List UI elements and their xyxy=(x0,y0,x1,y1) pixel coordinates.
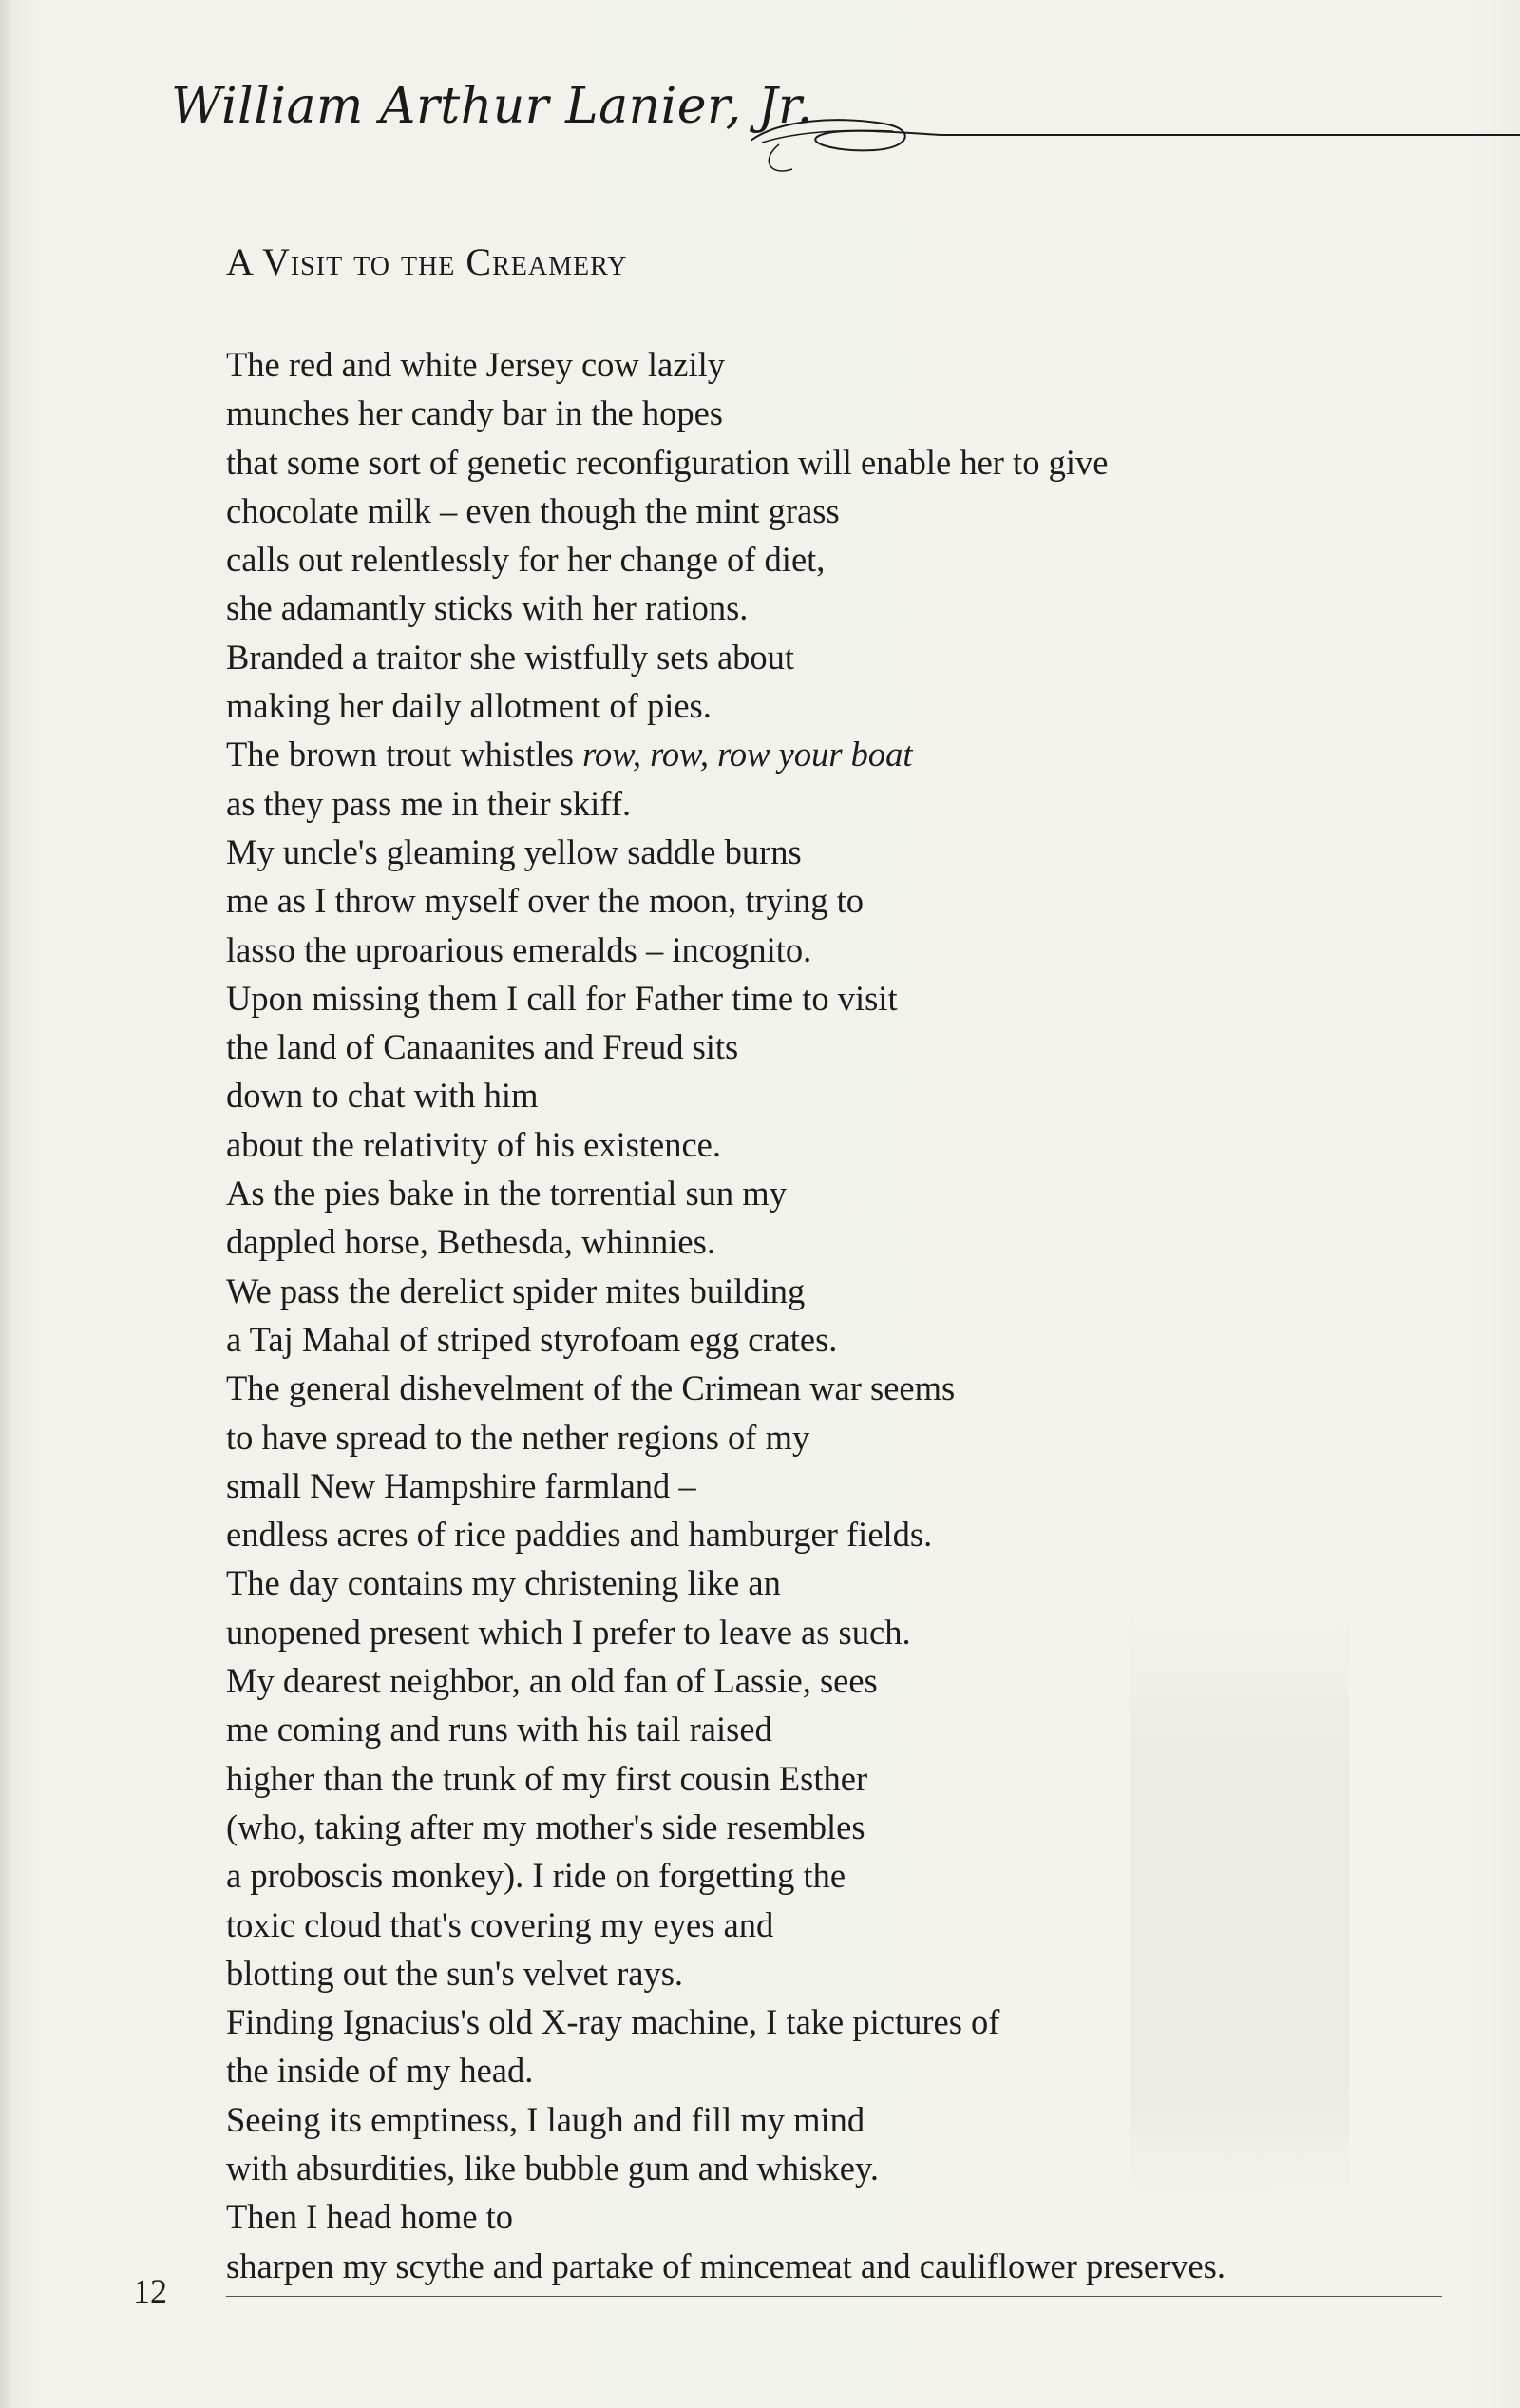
poem-line-text: Seeing its emptiness, I laugh and fill my mind xyxy=(226,2099,865,2139)
poem-line xyxy=(226,438,1395,487)
author-name: William Arthur Lanier, Jr. xyxy=(171,78,813,135)
poem-line-text: dappled horse, Bethesda, whinnies. xyxy=(226,1222,715,1262)
poem-line xyxy=(226,535,1395,583)
poem-line xyxy=(226,487,1395,535)
poem-title: A Visit to the Creamery xyxy=(226,240,628,283)
poem-line-text: munches her candy bar in the hopes xyxy=(226,393,723,433)
poem-line-text: My dearest neighbor, an old fan of Lassie, sees xyxy=(226,1661,878,1701)
poem-line xyxy=(226,1217,1395,1266)
poem-line-text: Branded a traitor she wistfully sets about xyxy=(226,637,795,677)
poem-line xyxy=(226,730,1395,778)
poem-line xyxy=(226,389,1395,437)
poem-line-text: a Taj Mahal of striped styrofoam egg crates. xyxy=(226,1319,838,1359)
poem-line-text: the inside of my head. xyxy=(226,2051,534,2091)
poem-line-text: The general dishevelment of the Crimean war seems xyxy=(226,1368,956,1408)
poem-line xyxy=(226,1071,1395,1119)
poem-line xyxy=(226,1462,1395,1510)
poem-line-text: unopened present which I prefer to leave as such. xyxy=(226,1612,911,1652)
poem-line-text: toxic cloud that's covering my eyes and xyxy=(226,1904,774,1944)
poem-line-text: lasso the uproarious emeralds – incognito. xyxy=(226,929,812,969)
poem-line xyxy=(226,1120,1395,1169)
poem-line-text: making her daily allotment of pies. xyxy=(226,686,712,726)
poem-line-text: me as I throw myself over the moon, trying to xyxy=(226,881,864,921)
poem-line-text: to have spread to the nether regions of my xyxy=(226,1417,810,1457)
poem-line xyxy=(226,1022,1395,1071)
poem-line xyxy=(226,974,1395,1022)
poem-line-text: she adamantly sticks with her rations. xyxy=(226,588,749,628)
page-number: 12 xyxy=(133,2272,167,2310)
poem-line xyxy=(226,681,1395,730)
poem-line xyxy=(226,876,1395,925)
poem-line xyxy=(226,828,1395,876)
poem-line-text: calls out relentlessly for her change of diet, xyxy=(226,540,826,580)
poem-line xyxy=(226,1413,1395,1462)
poem-line-text: The red and white Jersey cow lazily xyxy=(226,345,725,384)
poem-line-text: (who, taking after my mother's side resembles xyxy=(226,1806,865,1846)
poem-line-italic-text: row, row, row your boat xyxy=(582,735,913,774)
poem-line-text: Upon missing them I call for Father time to visit xyxy=(226,978,898,1018)
poem-line xyxy=(226,1364,1395,1412)
poem-line-text: with absurdities, like bubble gum and whiskey. xyxy=(226,2148,879,2188)
poem-line-text: higher than the trunk of my first cousin Esther xyxy=(226,1758,868,1798)
poem-line-text: My uncle's gleaming yellow saddle burns xyxy=(226,831,802,871)
poem-line-text: that some sort of genetic reconfiguration will enable her to give xyxy=(226,442,1109,482)
poem-line xyxy=(226,1267,1395,1315)
poem-line-text: sharpen my scythe and partake of mincemeat and cauliflower preserves. xyxy=(226,2246,1226,2285)
poem-line-text: Finding Ignacius's old X-ray machine, I take pictures of xyxy=(226,2002,1000,2042)
flourish-rule xyxy=(750,103,1520,188)
poem-line-text: about the relativity of his existence. xyxy=(226,1124,721,1164)
poem-line xyxy=(226,1169,1395,1217)
poem-line-text: We pass the derelict spider mites building xyxy=(226,1271,806,1310)
poem-line xyxy=(226,779,1395,828)
poem-line-text: endless acres of rice paddies and hamburger fields. xyxy=(226,1515,933,1555)
poem-line-text: as they pass me in their skiff. xyxy=(226,783,632,823)
poem-line-text: small New Hampshire farmland – xyxy=(226,1465,696,1505)
poem-line-text: chocolate milk – even though the mint grass xyxy=(226,490,840,530)
poem-line xyxy=(226,340,1395,389)
poem-line-text: Then I head home to xyxy=(226,2197,514,2237)
poem-line-text: the land of Canaanites and Freud sits xyxy=(226,1027,739,1067)
poem-line-text: me coming and runs with his tail raised xyxy=(226,1710,772,1749)
poem-line-text: The day contains my christening like an xyxy=(226,1563,781,1603)
poem-line xyxy=(226,926,1395,974)
poem-line-text: a proboscis monkey). I ride on forgetting the xyxy=(226,1856,846,1896)
poem-line-text: down to chat with him xyxy=(226,1076,539,1116)
poem-line xyxy=(226,1315,1395,1364)
poem-line xyxy=(226,633,1395,681)
page-header xyxy=(133,74,1520,179)
footer-rule xyxy=(226,2296,1442,2297)
poem-line-text: blotting out the sun's velvet rays. xyxy=(226,1953,684,1993)
page-footer xyxy=(133,2271,1444,2328)
poem-line-text: The brown trout whistles xyxy=(226,735,583,774)
poem-line-text: As the pies bake in the torrential sun my xyxy=(226,1174,787,1214)
show-through-shadow xyxy=(1130,1596,1349,2205)
poem-line xyxy=(226,583,1395,632)
poem-line xyxy=(226,1510,1395,1558)
